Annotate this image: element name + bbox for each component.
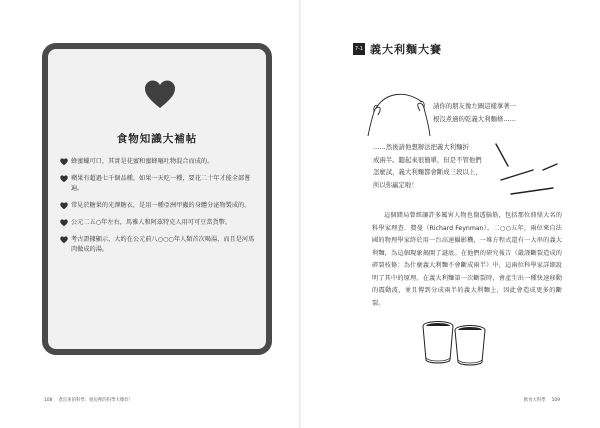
- page-fold: [299, 0, 301, 428]
- running-title-left: 煮出來的科學：廚房裡的科學大爆炸！: [58, 398, 134, 403]
- page-number-right: 109: [551, 398, 560, 403]
- body-paragraph: 這個賭局曾經讓許多厲害人物也傷透腦筋，包括那位鼎鼎大名的科學家理查．費曼（Richard Feynman）。二○○五年，兩位來自法國的物理學家終於用一台高速攝影機，一堆方程式還有一大串的義大利麵，為這個現象揭開了謎底。在他們的研究報告（嚴謹斷裂造成的碎裂枝條：為什麼義大利麵不會斷成兩半）中，這兩位科學家詳細說明了其中的原理。在義大利麵第一次斷裂時，會產生出一種快速移動的震動波，並且傳到分成兩半的義大利麵上，因此會造成更多的斷裂。: [372, 212, 562, 307]
- heart-bullet-icon: [60, 219, 68, 227]
- heart-bullet-icon: [60, 236, 68, 244]
- broken-spaghetti-pieces-illustration: [493, 140, 563, 200]
- heart-bullet-icon: [60, 158, 68, 166]
- caption-friend-holding: [433, 100, 563, 125]
- fact-text: 公元二五○年左右，馬雅人和阿茲特克人用可可豆當貨幣。: [71, 219, 232, 226]
- caption-line: 怎麼試，義大利麵都會斷成三段以上，: [373, 168, 482, 176]
- sidebar-title: 食物知識大補帖: [116, 133, 198, 145]
- fact-item: [60, 218, 256, 228]
- caption-line: 根沒煮過的乾義大利麵條……: [433, 114, 517, 123]
- caption-line: 所以你贏定啦！: [373, 180, 418, 189]
- page-number-left: 108: [44, 398, 53, 403]
- caption-break-in-half: [373, 141, 491, 191]
- fact-text: 常見於糖果的光澤糖衣，是用一種亞洲甲蟲的身體分泌物製成的。: [71, 202, 251, 209]
- left-footer: [44, 397, 133, 403]
- caption-line: 成兩半。聽起來很簡單，但是不管他們: [373, 155, 482, 164]
- two-cups-illustration: [420, 318, 492, 368]
- fact-text: 考古證據顯示，大約在公元前八○○○年人類首次喝湯，而且是河馬肉做成的湯。: [71, 236, 255, 253]
- heart-bullet-icon: [60, 202, 68, 210]
- section-title: 義大利麵大賽: [370, 43, 442, 56]
- fact-item: [60, 174, 256, 194]
- heart-icon: [144, 79, 176, 111]
- fact-item: [60, 235, 256, 255]
- section-number-badge: 7-1: [353, 43, 365, 55]
- fact-list: [60, 157, 256, 262]
- fact-item: [60, 157, 256, 167]
- running-title-right: 飲食大科學: [523, 398, 546, 403]
- hands-holding-spaghetti-illustration: [366, 82, 432, 140]
- fact-item: [60, 201, 256, 211]
- fact-text: 蘋果有超過七千個品種，如果一天吃一種，要花二十年才能全部嘗遍。: [71, 175, 251, 192]
- caption-line: ……然後請他想辦法把義大利麵折: [373, 143, 469, 151]
- food-facts-sidebar: [42, 43, 272, 355]
- fact-text: 蜂蜜蠟可口，其實是花蜜和蜜蜂嘔吐物混合而成的。: [71, 158, 214, 165]
- right-footer: [524, 397, 560, 403]
- caption-line: 請你的朋友像左圖這樣拿著一: [433, 102, 517, 110]
- heart-bullet-icon: [60, 175, 68, 183]
